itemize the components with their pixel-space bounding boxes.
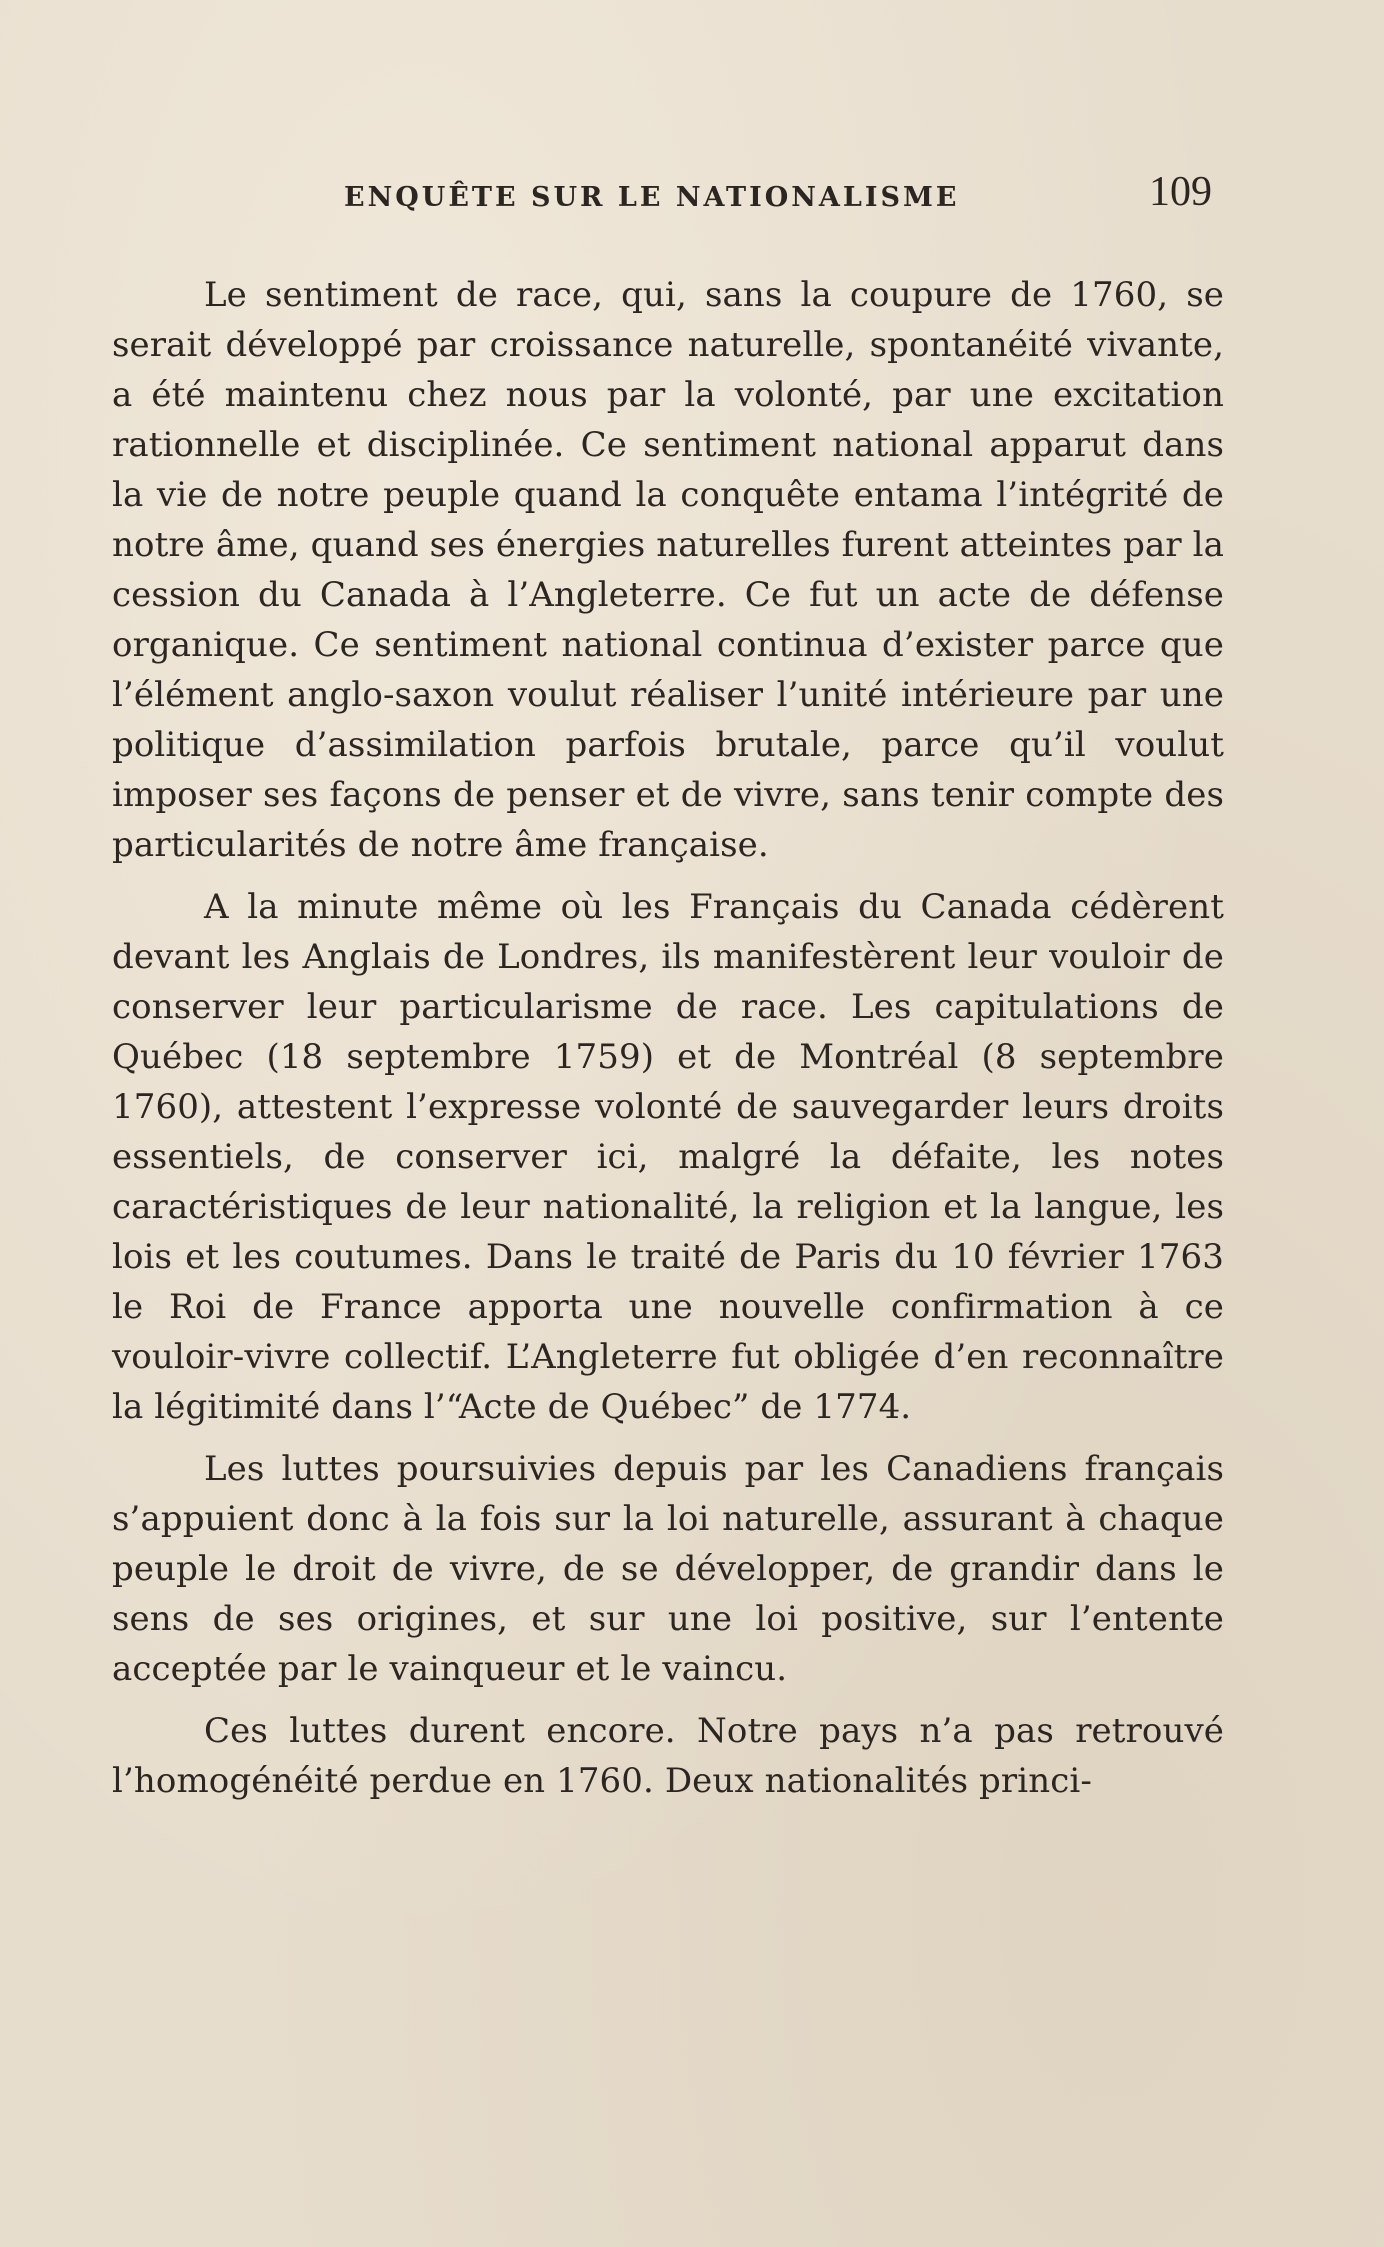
- page-number: 109: [1149, 169, 1212, 215]
- body-text: [112, 270, 1224, 1818]
- paragraph-3: Les luttes poursuivies depuis par les Canadiens français s’appuient donc à la fois sur la loi naturelle, assurant à chaque peuple le droit de vivre, de se développer, de grandir dans le sens de ses origines, et sur une loi positive, sur l’entente acceptée par le vainqueur et le vaincu.: [112, 1449, 1224, 1689]
- running-head: [112, 168, 1212, 218]
- paragraph-1: Le sentiment de race, qui, sans la coupure de 1760, se serait développé par croissance naturelle, spontanéité vivante, a été maintenu chez nous par la volonté, par une excitation rationnelle et disciplinée. Ce sentiment national apparut dans la vie de notre peuple quand la conquête entama l’intégrité de notre âme, quand ses énergies naturelles furent atteintes par la cession du Canada à l’Angleterre. Ce fut un acte de défense organique. Ce sentiment national continua d’exister parce que l’élément anglo-saxon voulut réaliser l’unité intérieure par une politique d’assimilation parfois brutale, parce qu’il voulut imposer ses façons de penser et de vivre, sans tenir compte des particularités de notre âme française.: [112, 275, 1224, 865]
- running-title: ENQUÊTE SUR LE NATIONALISME: [344, 182, 960, 213]
- paragraph-4: Ces luttes durent encore. Notre pays n’a pas retrouvé l’homogénéité perdue en 1760. Deux nationalités princi-: [112, 1711, 1224, 1801]
- paragraph-2: A la minute même où les Français du Canada cédèrent devant les Anglais de Londres, ils manifestèrent leur vouloir de conserver leur particularisme de race. Les capitulations de Québec (18 septembre 1759) et de Montréal (8 septembre 1760), attestent l’expresse volonté de sauvegarder leurs droits essentiels, de conserver ici, malgré la défaite, les notes caractéristiques de leur nationalité, la religion et la langue, les lois et les coutumes. Dans le traité de Paris du 10 février 1763 le Roi de France apporta une nouvelle confirmation à ce vouloir-vivre collectif. L’Angleterre fut obligée d’en reconnaître la légitimité dans l’“Acte de Québec” de 1774.: [112, 887, 1224, 1427]
